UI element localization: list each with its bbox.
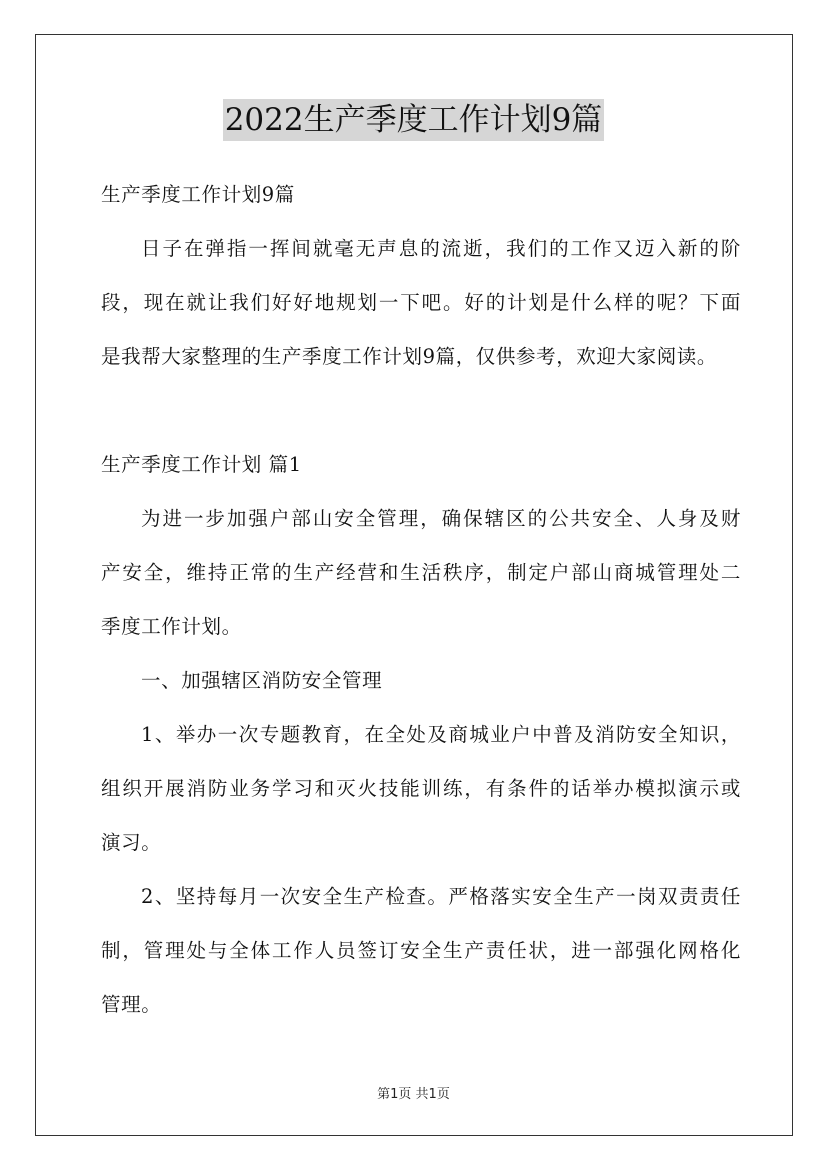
document-title: 2022生产季度工作计划9篇 xyxy=(223,99,605,141)
spacer xyxy=(101,391,741,445)
item-line: 管理。 xyxy=(101,993,162,1016)
intro-line: 段，现在就让我们好好地规划一下吧。好的计划是什么样的呢？下面 xyxy=(101,291,741,314)
sub-heading: 一、加强辖区消防安全管理 xyxy=(141,669,383,692)
subtitle: 生产季度工作计划9篇 xyxy=(101,183,295,206)
page-footer: 第1页 共1页 xyxy=(377,1087,450,1102)
section-heading: 生产季度工作计划 篇1 xyxy=(101,453,302,476)
intro-line: 日子在弹指一挥间就毫无声息的流逝，我们的工作又迈入新的阶 xyxy=(141,237,741,260)
document-body xyxy=(101,175,741,1039)
section-paragraph-line: 为进一步加强户部山安全管理，确保辖区的公共安全、人身及财 xyxy=(141,507,741,530)
item-line: 演习。 xyxy=(101,831,162,854)
item-line: 制，管理处与全体工作人员签订安全生产责任状，进一部强化网格化 xyxy=(101,939,741,962)
intro-line: 是我帮大家整理的生产季度工作计划9篇，仅供参考，欢迎大家阅读。 xyxy=(101,345,718,368)
item-line: 1、举办一次专题教育，在全处及商城业户中普及消防安全知识， xyxy=(141,723,741,746)
item-line: 2、坚持每月一次安全生产检查。严格落实安全生产一岗双责责任 xyxy=(141,885,741,908)
section-paragraph-line: 产安全，维持正常的生产经营和生活秩序，制定户部山商城管理处二 xyxy=(101,561,741,584)
section-paragraph-line: 季度工作计划。 xyxy=(101,615,242,638)
item-line: 组织开展消防业务学习和灭火技能训练，有条件的话举办模拟演示或 xyxy=(101,777,741,800)
title-container xyxy=(0,99,827,141)
